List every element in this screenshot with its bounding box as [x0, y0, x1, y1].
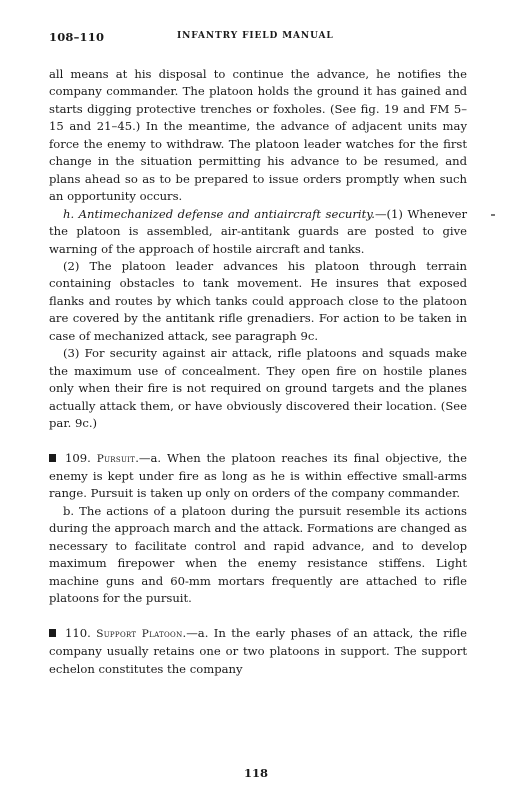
document-page — [49, 30, 467, 678]
section-marker-icon — [49, 629, 56, 637]
section-109-b: b. The actions of a platoon during the pursuit resemble its actions during the approach march and the attack. Formations are changed as necessary to facilitate control and rapid advance, and to develop maximum firepower when the enemy resistance stiffens. Light machine guns and 60-mm mortars frequently are attached to rifle platoons for the pursuit. — [49, 503, 467, 606]
section-110-title: Support Platoon — [96, 627, 183, 640]
section-marker-icon — [49, 454, 56, 462]
subparagraph-h1 — [49, 206, 467, 258]
subparagraph-h3: (3) For security against air attack, rifle platoons and squads make the maximum use of concealment. They open fire on hostile planes only when their fire is not required on ground targets and the planes actually attack them, or have obviously discovered their location. (See par. 9c.) — [49, 346, 467, 431]
section-109-title: Pursuit — [96, 452, 136, 465]
section-109-number: 109. — [65, 450, 91, 465]
paragraph-continuation: all means at his disposal to continue the advance, he notifies the company commander. The platoon holds the ground it has gained and starts digging protective trenches or foxholes. (See fig. 19 and FM 5–15 and 21–45.) In the meantime, the advance of adjacent units may force the enemy to withdraw. The platoon leader watches for the first change in the situation permitting his advance to be resumed, and plans ahead so as to be prepared to issue orders promptly when such an opportunity occurs. — [49, 67, 467, 204]
section-109-text: .—a. When the platoon reaches its final objective, the enemy is kept under fire as long as he is within effective small-arms range. Pursuit is taken up only on orders of the company commander. — [49, 450, 467, 501]
subparagraph-h2: (2) The platoon leader advances his platoon through terrain containing obstacles to tank movement. He insures that exposed flanks and routes by which tanks could approach close to the platoon are covered by the antitank rifle grenadiers. For action to be taken in case of mechanized attack, see paragraph 9c. — [49, 258, 467, 343]
section-110-number: 110. — [65, 625, 91, 640]
subparagraph-h-heading: h. Antimechanized defense and antiaircraft security. — [63, 206, 375, 221]
section-110 — [49, 625, 467, 678]
body-text — [49, 66, 467, 678]
page-number: 118 — [243, 766, 268, 780]
running-title: INFANTRY FIELD MANUAL — [177, 31, 334, 41]
section-109 — [49, 450, 467, 503]
margin-mark — [491, 214, 495, 216]
header-paragraph-range: 108–110 — [49, 30, 105, 44]
section-110-text: .—a. In the early phases of an attack, the rifle company usually retains one or two platoons in support. The support echelon constitutes the company — [49, 625, 467, 676]
subparagraph-h1-text: —(1) Whenever the platoon is assembled, air-antitank guards are posted to give warning of the approach of hostile aircraft and tanks. — [49, 206, 467, 256]
page-header — [49, 30, 467, 50]
